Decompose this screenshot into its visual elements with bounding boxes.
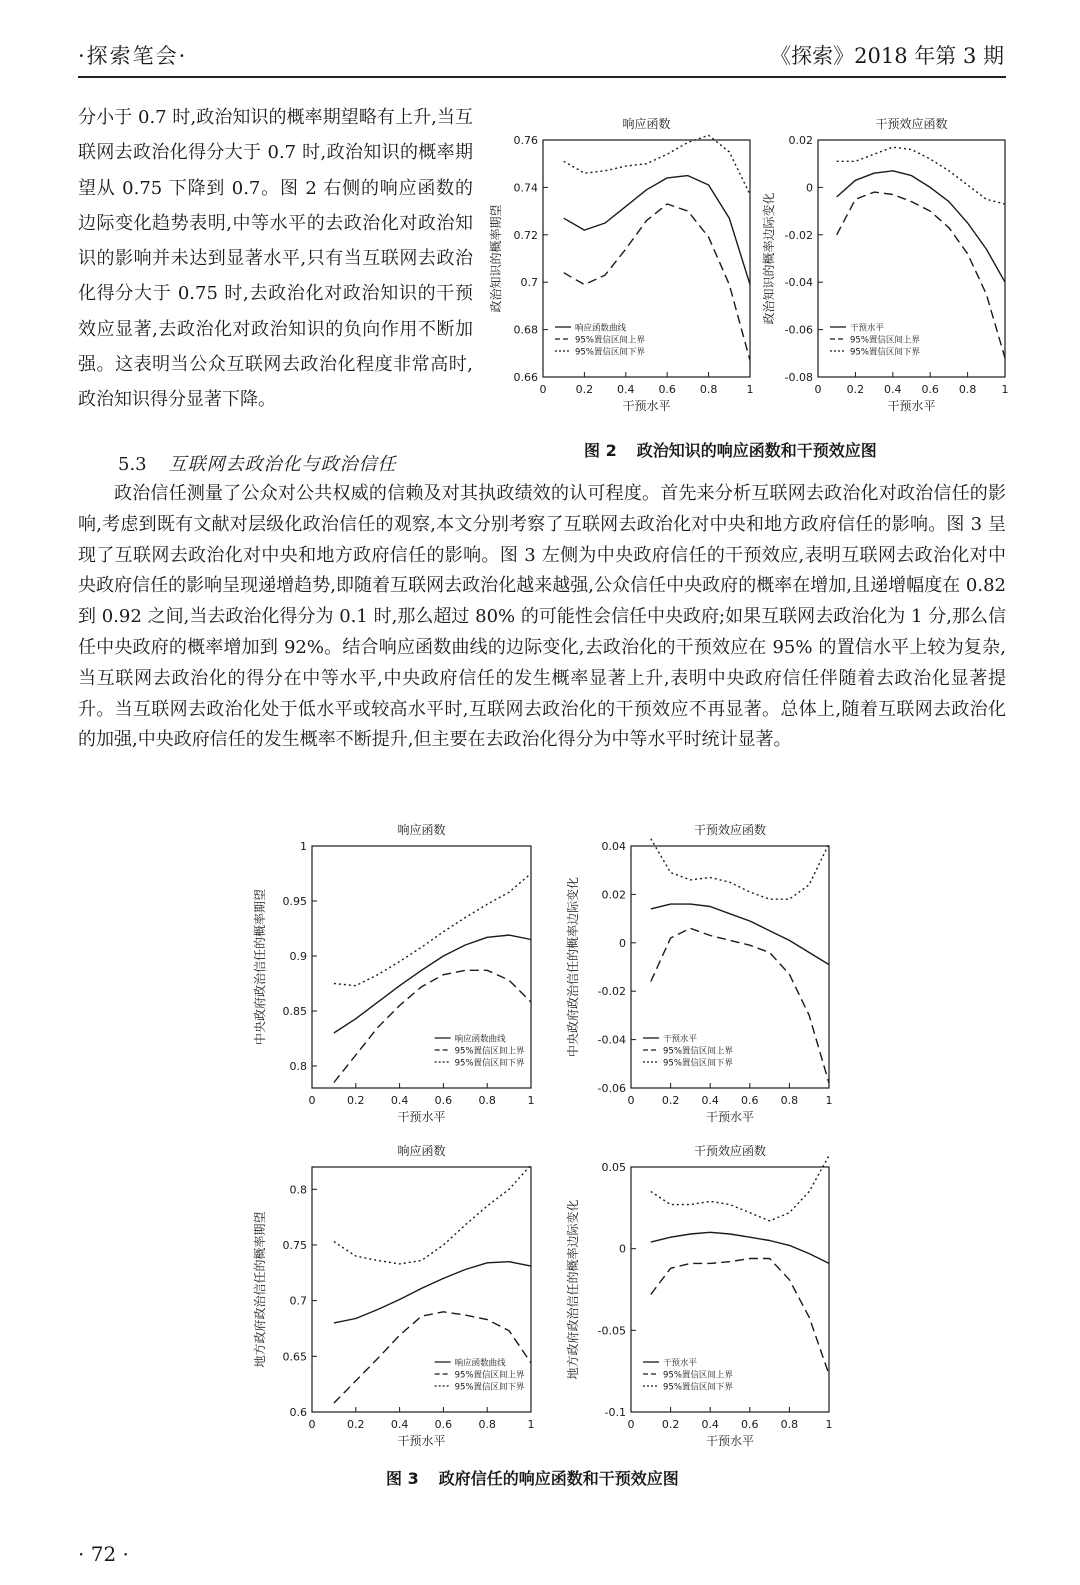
running-head-left: ·探索笔会· [78, 44, 188, 68]
y-axis-label: 政治知识的概率边际变化 [762, 192, 776, 325]
y-tick-label: 0.75 [282, 1238, 307, 1252]
legend-label: 干预水平 [663, 1034, 698, 1045]
section-title: 互联网去政治化与政治信任 [168, 454, 397, 475]
y-tick-label: -0.02 [597, 985, 626, 999]
x-tick-label: 0.2 [846, 383, 865, 396]
x-axis-label: 干预水平 [887, 399, 936, 413]
figure2-caption-text: 政治知识的响应函数和干预效应图 [636, 441, 877, 460]
series-line-solid [837, 171, 1005, 282]
legend-label: 95%置信区间上界 [663, 1370, 733, 1381]
x-tick-label: 0.6 [434, 1094, 453, 1107]
x-tick-label: 0.8 [478, 1418, 496, 1431]
y-tick-label: 0.6 [289, 1406, 307, 1419]
x-tick-label: 0.8 [780, 1094, 799, 1107]
x-tick-label: 1 [825, 1418, 833, 1431]
y-tick-label: 0.9 [289, 950, 307, 963]
chart-title: 干预效应函数 [693, 823, 767, 837]
y-tick-label: 0.65 [282, 1350, 307, 1364]
y-tick-label: 0.7 [520, 276, 538, 290]
y-tick-label: 0.8 [289, 1060, 307, 1073]
x-tick-label: 0 [539, 383, 547, 396]
y-tick-label: 0.95 [282, 895, 307, 908]
y-tick-label: -0.06 [784, 323, 813, 337]
x-tick-label: 0.2 [347, 1094, 365, 1107]
x-tick-label: 0.6 [741, 1418, 759, 1431]
x-tick-label: 0.6 [658, 383, 676, 396]
legend-label: 响应函数曲线 [454, 1034, 506, 1045]
x-tick-label: 0.8 [699, 383, 718, 396]
y-tick-label: 0 [619, 1242, 626, 1256]
y-axis-label: 政治知识的概率期望 [489, 204, 503, 313]
chart-title: 响应函数 [397, 1144, 446, 1158]
y-tick-label: 0.66 [513, 371, 538, 384]
y-tick-label: -0.04 [597, 1033, 626, 1047]
y-tick-label: 1 [300, 840, 307, 853]
x-tick-label: 1 [527, 1418, 535, 1431]
y-axis-label: 地方政府政治信任的概率边际变化 [566, 1199, 580, 1380]
legend-label: 95%置信区间下界 [663, 1058, 733, 1069]
y-tick-label: -0.04 [784, 276, 813, 290]
x-axis-label: 干预水平 [397, 1110, 446, 1124]
series-line-dashed [651, 1259, 829, 1375]
y-tick-label: -0.08 [784, 371, 813, 384]
x-tick-label: 0.4 [390, 1094, 409, 1107]
series-line-solid [651, 1232, 829, 1263]
chart-title: 响应函数 [397, 823, 446, 837]
legend-label: 95%置信区间下界 [850, 347, 920, 358]
x-tick-label: 0.6 [741, 1094, 759, 1107]
y-tick-label: 0.02 [788, 134, 813, 147]
legend-label: 95%置信区间下界 [663, 1382, 733, 1393]
chart-title: 干预效应函数 [693, 1144, 767, 1158]
x-tick-label: 0 [308, 1418, 316, 1431]
y-tick-label: 0.05 [601, 1161, 626, 1174]
body-paragraph: 政治信任测量了公众对公共权威的信赖及对其执政绩效的认可程度。首先来分析互联网去政治化对政治信任的影响,考虑到既有文献对层级化政治信任的观察,本文分别考察了互联网去政治化对中央和地方政府信任的影响。图 3 呈现了互联网去政治化对中央和地方政府信任的影响。图 3 左侧为中央政府信任的干预效应,表明互联网去政治化对中央政府信任的影响呈现递增趋势,即随着互联网去政治化越来越强,公众信任中央政府的概率在增加,且递增幅度在 0.82 到 0.92 之间,当去政治化得分为 0.1 时,那么超过 80% 的可能性会信任中央政府;如果互联网去政治化为 1 分,那么信任中央政府的概率增加到 92%。结合响应函数曲线的边际变化,去政治化的干预效应在 95% 的置信水平上较为复杂,当互联网去政治化的得分在中等水平,中央政府信任的发生概率显著上升,表明中央政府信任伴随着去政治化显著提升。当互联网去政治化处于低水平或较高水平时,互联网去政治化的干预效应不再显著。总体上,随着互联网去政治化的加强,中央政府信任的发生概率不断提升,但主要在去政治化得分为中等水平时统计显著。 [78, 483, 1006, 751]
legend-label: 95%置信区间下界 [454, 1058, 525, 1069]
y-tick-label: 0 [806, 181, 813, 195]
series-line-dotted [651, 839, 829, 900]
x-tick-label: 0.4 [884, 383, 902, 396]
x-tick-label: 0 [308, 1094, 316, 1107]
series-line-solid [651, 904, 829, 965]
x-tick-label: 0.8 [780, 1418, 799, 1431]
series-line-dotted [334, 874, 531, 986]
legend-label: 响应函数曲线 [454, 1358, 506, 1369]
page-number: · 72 · [78, 1542, 129, 1566]
y-tick-label: 0.85 [282, 1005, 307, 1018]
y-tick-label: -0.06 [597, 1082, 626, 1095]
legend-label: 95%置信区间上界 [454, 1370, 525, 1381]
x-tick-label: 0.2 [661, 1418, 680, 1431]
x-axis-label: 干预水平 [705, 1110, 755, 1124]
y-tick-label: 0 [619, 936, 626, 950]
y-tick-label: 0.72 [513, 228, 538, 242]
x-tick-label: 0.6 [921, 383, 939, 396]
x-tick-label: 1 [527, 1094, 535, 1107]
legend-label: 95%置信区间下界 [454, 1382, 525, 1393]
y-tick-label: -0.02 [784, 228, 813, 242]
legend-label: 95%置信区间上界 [575, 335, 645, 346]
x-tick-label: 0.8 [478, 1094, 496, 1107]
y-axis-label: 中央政府政治信任的概率边际变化 [566, 876, 580, 1058]
x-tick-label: 1 [825, 1094, 833, 1107]
series-line-dotted [564, 135, 750, 194]
y-tick-label: 0.68 [513, 323, 538, 337]
x-tick-label: 0 [627, 1418, 635, 1431]
figure2-number: 图 2 [584, 441, 617, 460]
y-tick-label: -0.1 [604, 1406, 626, 1419]
running-head-right: 《探索》2018 年第 3 期 [770, 44, 1004, 68]
legend-label: 干预水平 [850, 323, 885, 334]
y-tick-label: 0.8 [289, 1183, 307, 1197]
fig2-left-chart [488, 116, 754, 413]
x-tick-label: 0.2 [661, 1094, 680, 1107]
y-tick-label: 0.02 [601, 888, 626, 902]
figure3-caption-text: 政府信任的响应函数和干预效应图 [438, 1469, 679, 1488]
chart-title: 干预效应函数 [875, 117, 948, 131]
x-tick-label: 0.8 [958, 383, 977, 396]
series-line-dotted [334, 1165, 531, 1264]
x-tick-label: 0.2 [575, 383, 594, 396]
top-paragraph: 分小于 0.7 时,政治知识的概率期望略有上升,当互联网去政治化得分大于 0.7 时,政治知识的概率期望从 0.75 下降到 0.7。图 2 右侧的响应函数的边际变化趋势表明,中等水平的去政治化对政治知识的影响并未达到显著水平,只有当互联网去政治化得分大于 0.75 时,去政治化对政治知识的干预效应显著,去政治化对政治知识的负向作用不断加强。这表明当公众互联网去政治化程度非常高时,政治知识得分显著下降。 [78, 107, 473, 411]
series-line-dotted [651, 1156, 829, 1221]
legend-label: 响应函数曲线 [575, 323, 627, 334]
series-line-dotted [837, 147, 1005, 204]
fig2-right-chart [761, 116, 1009, 413]
x-axis-label: 干预水平 [705, 1434, 755, 1448]
fig3-top-left-chart [252, 822, 535, 1124]
chart-title: 响应函数 [622, 117, 671, 131]
figure3-number: 图 3 [386, 1469, 419, 1488]
x-axis-label: 干预水平 [622, 399, 671, 413]
legend-label: 95%置信区间上界 [850, 335, 920, 346]
fig3-bottom-right-chart [565, 1143, 833, 1448]
x-tick-label: 0 [627, 1094, 635, 1107]
y-tick-label: -0.05 [597, 1324, 626, 1338]
legend-label: 95%置信区间下界 [575, 347, 645, 358]
x-tick-label: 0.4 [701, 1094, 719, 1107]
legend-label: 95%置信区间上界 [454, 1046, 525, 1057]
y-tick-label: 0.76 [513, 134, 538, 147]
x-tick-label: 0.6 [434, 1418, 453, 1431]
fig3-top-right-chart [565, 822, 833, 1124]
series-line-solid [334, 935, 531, 1033]
x-tick-label: 0 [814, 383, 822, 396]
fig3-bottom-left-chart [252, 1143, 535, 1448]
x-axis-label: 干预水平 [397, 1434, 446, 1448]
x-tick-label: 0.4 [390, 1418, 409, 1431]
y-tick-label: 0.7 [289, 1294, 307, 1308]
x-tick-label: 1 [1001, 383, 1009, 396]
x-tick-label: 1 [746, 383, 754, 396]
y-axis-label: 地方政府政治信任的概率期望 [253, 1211, 267, 1368]
y-tick-label: 0.74 [513, 181, 538, 195]
section-number: 5.3 [118, 454, 147, 475]
legend-label: 95%置信区间上界 [663, 1046, 733, 1057]
y-tick-label: 0.04 [601, 840, 626, 853]
x-tick-label: 0.4 [701, 1418, 719, 1431]
x-tick-label: 0.4 [617, 383, 635, 396]
legend-label: 干预水平 [663, 1358, 698, 1369]
x-tick-label: 0.2 [347, 1418, 365, 1431]
y-axis-label: 中央政府政治信任的概率期望 [253, 888, 267, 1046]
